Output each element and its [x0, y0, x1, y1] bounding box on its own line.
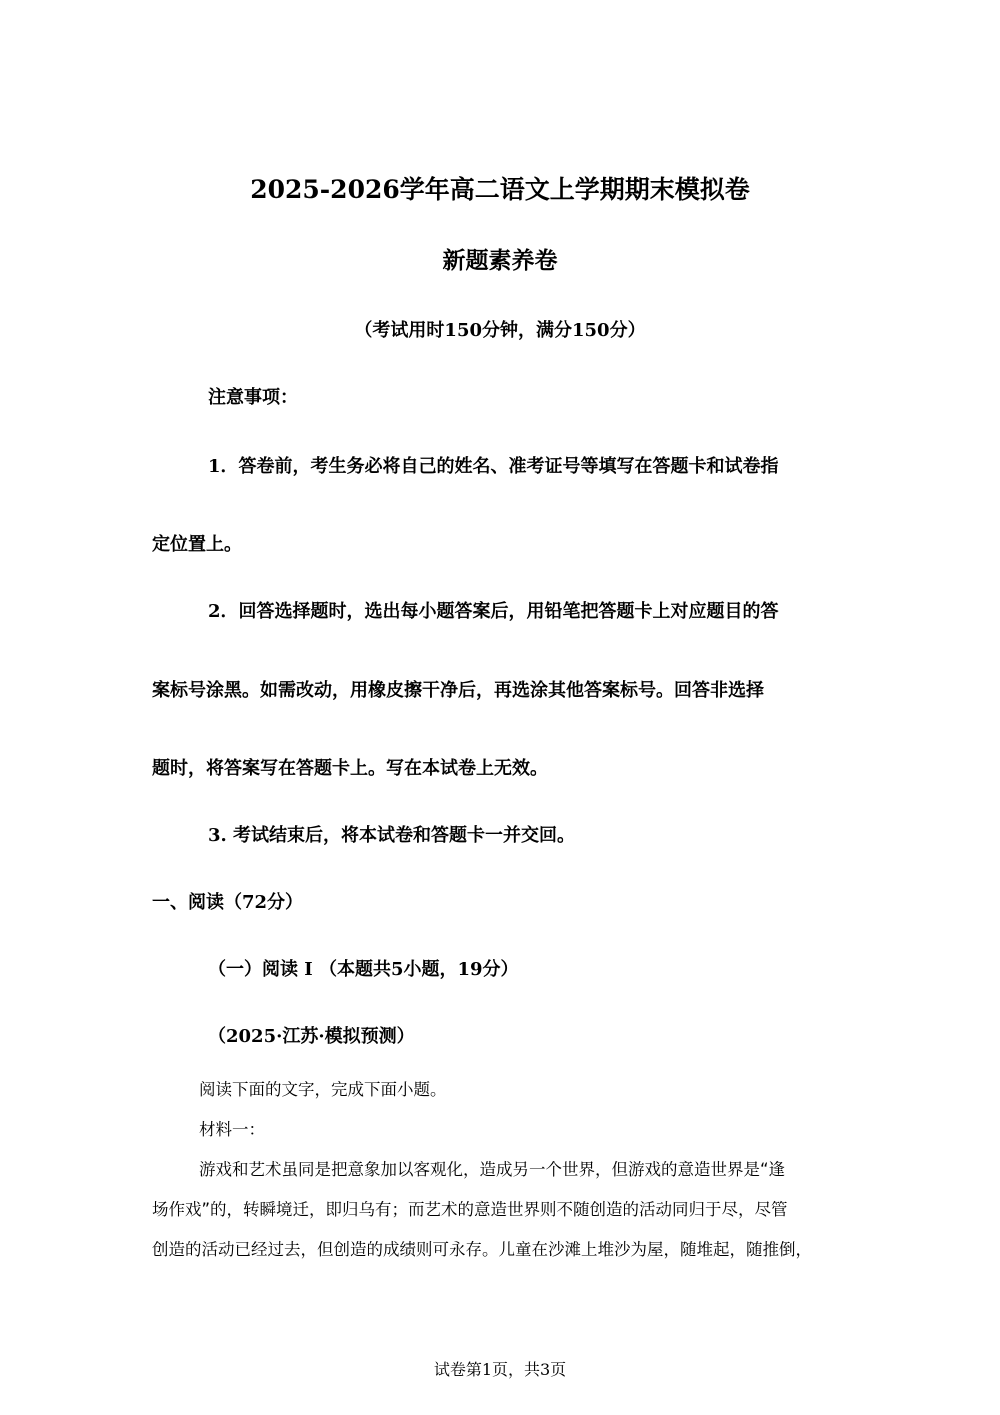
notice-item-1-line-2: 定位置上。 [152, 534, 242, 555]
subsection-heading: （一）阅读 I （本题共5小题，19分） [208, 959, 519, 980]
passage-line-3: 创造的活动已经过去，但创造的成绩则可永存。儿童在沙滩上堆沙为屋，随堆起，随推倒， [152, 1240, 812, 1259]
page-footer: 试卷第1页，共3页 [433, 1360, 567, 1379]
page-title: 2025-2026学年高二语文上学期期末模拟卷 [250, 175, 750, 204]
notice-item-1-line-1: 1．答卷前，考生务必将自己的姓名、准考证号等填写在答题卡和试卷指 [208, 456, 779, 477]
notice-item-2-line-1: 2．回答选择题时，选出每小题答案后，用铅笔把答题卡上对应题目的答 [208, 601, 779, 622]
passage-line-1: 游戏和艺术虽同是把意象加以客观化，造成另一个世界，但游戏的意造世界是“逢 [199, 1160, 786, 1179]
passage-line-2: 场作戏”的，转瞬境迁，即归乌有；而艺术的意造世界则不随创造的活动同归于尽，尽管 [152, 1200, 788, 1219]
notice-item-2-line-3: 题时，将答案写在答题卡上。写在本试卷上无效。 [152, 758, 548, 779]
notice-item-2-line-2: 案标号涂黑。如需改动，用橡皮擦干净后，再选涂其他答案标号。回答非选择 [152, 680, 764, 701]
exam-info: （考试用时150分钟，满分150分） [354, 320, 646, 341]
instruction-text: 阅读下面的文字，完成下面小题。 [199, 1080, 447, 1099]
section-heading: 一、阅读（72分） [152, 892, 304, 913]
page-subtitle: 新题素养卷 [442, 247, 558, 274]
material-label: 材料一： [199, 1120, 265, 1139]
notice-heading: 注意事项： [208, 387, 298, 408]
notice-item-3-line-1: 3. 考试结束后，将本试卷和答题卡一并交回。 [208, 825, 576, 846]
source-note: （2025·江苏·模拟预测） [208, 1026, 415, 1047]
